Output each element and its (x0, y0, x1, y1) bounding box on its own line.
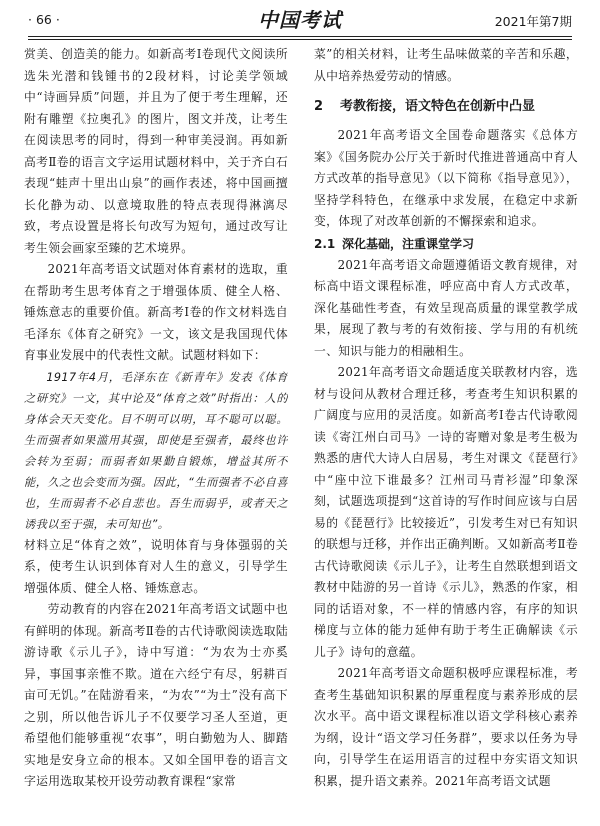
paragraph: 2021年高考语文全国卷命题落实《总体方案》《国务院办公厅关于新时代推进普通高中育人方式改革的指导意见》（以下简称《指导意见》），坚持学科特色，在继承中求发展，在稳定中求新变，体现了对改革创新的不懈探索和追求。 (314, 128, 578, 228)
header-rule-thick (28, 36, 572, 37)
paragraph: 赏美、创造美的能力。如新高考Ⅰ卷现代文阅读所选朱光潜和钱锺书的2段材料，讨论美学领域中“诗画异质”问题，并且为了便于考生理解，还附有雕塑《拉奥孔》的图片，图文并茂，让考生在阅读思考的同时，得到一种审美浸润。再如新高考Ⅱ卷的语言文字运用试题材料中，关于齐白石表现“蛙声十里出山泉”的画作表述，将中国画擅长化静为动、以意境取胜的特点表现得淋漓尽致，考点设置是将长句改写为短句，通过改写让考生领会画家至臻的艺术境界。 (24, 47, 288, 255)
paragraph: 2021年高考语文试题对体育素材的选取，重在帮助考生思考体育之于增强体质、健全人格、锤炼意志的重要价值。新高考Ⅰ卷的作文材料选自毛泽东《体育之研究》一文，该文是我国现代体育事业发展中的代表性文献。试题材料如下： (24, 262, 288, 362)
subsection-title: 深化基础，注重课堂学习 (342, 236, 475, 251)
paragraph: 材料立足“体育之效”，说明体育与身体强弱的关系，使考生认识到体育对人生的意义，引导学生增强体质、健全人格、锤炼意志。 (24, 537, 288, 595)
section-heading (314, 97, 578, 117)
journal-title: 中国考试 (258, 8, 342, 32)
paragraph: 菜”的相关材料，让考生品味做菜的辛苦和乐趣，从中培养热爱劳动的情感。 (314, 47, 578, 83)
paragraph: 2021年高考语文命题适度关联教材内容，选材与设问从教材合理迁移，考查考生知识积累的广阔度与应用的灵活度。如新高考Ⅰ卷古代诗歌阅读《寄江州白司马》一诗的寄赠对象是考生极为熟悉的唐代大诗人白居易，考生对课文《琵琶行》中“座中泣下谁最多？江州司马青衫湿”印象深刻，试题选项提到“这首诗的写作时间应该与白居易的《琵琶行》比较接近”，引发考生对已有知识的联想与迁移，并作出正确判断。又如新高考Ⅱ卷古代诗歌阅读《示儿子》，让考生自然联想到语文教材中陆游的另一首诗《示儿》，熟悉的作家，相同的话语对象，不一样的情感内容，有序的知识梯度与立体的能力延伸有助于考生正确解读《示儿子》诗句的意蕴。 (314, 365, 578, 659)
left-column (24, 44, 288, 824)
section-number: 2 (314, 99, 324, 114)
block-quote: 1917年4月，毛泽东在《新青年》发表《体育之研究》一文，其中论及“体育之效”时指出：人的身体会天天变化。目不明可以明，耳不聪可以聪。生而强者如果滥用其强，即使是至强者，最终也许会转为至弱；而弱者如果勤自锻炼，增益其所不能，久之也会变而为强。因此，“生而强者不必自喜也，生而弱者不必自悲也。吾生而弱乎，或者天之诱我以至于强，未可知也”。 (24, 370, 288, 531)
section-title: 考教衔接，语文特色在创新中凸显 (340, 99, 536, 114)
paragraph: 2021年高考语文命题遵循语文教育规律，对标高中语文课程标准，呼应高中育人方式改革，深化基础性考查，有效呈现高质量的课堂教学成果，展现了教与考的有效衔接、学与用的有机统一、知识与能力的相融相生。 (314, 257, 578, 358)
right-column (314, 44, 578, 824)
page-number: · 66 · (28, 12, 60, 27)
paragraph: 劳动教育的内容在2021年高考语文试题中也有鲜明的体现。新高考Ⅱ卷的古代诗歌阅读选取陆游诗歌《示儿子》，诗中写道：“为农为士亦奚异，事国事亲惟不欺。道在六经宁有尽，躬耕百亩可无饥。”在陆游看来，“为农”“为士”没有高下之别，所以他告诉儿子不仅要学习圣人至道，更希望他们能够重视“农事”，明白勤勉为人、脚踏实地是安身立命的根本。又如全国甲卷的语言文字运用选取某校开设劳动教育课程“家常 (24, 602, 288, 788)
subsection-heading (314, 233, 578, 255)
paragraph: 2021年高考语文命题积极呼应课程标准，考查考生基础知识积累的厚重程度与素养形成的层次水平。高中语文课程标准以语文学科核心素养为纲，设计“语文学习任务群”，要求以任务为导向，引导学生在运用语言的过程中夯实语文知识积累，提升语文素养。2021年高考语文试题 (314, 666, 578, 788)
subsection-number: 2.1 (314, 236, 336, 251)
issue-label: 2021年第7期 (494, 14, 572, 29)
header-rule-thin (28, 39, 572, 40)
